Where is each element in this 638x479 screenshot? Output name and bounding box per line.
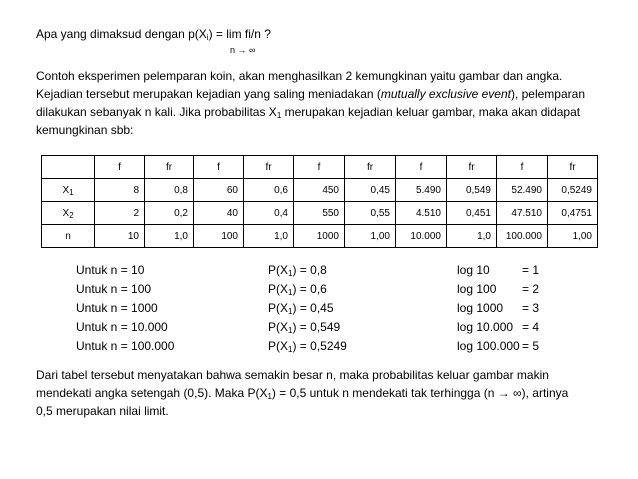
table-row: $X_1$ 8 0,8 60 0,6 450 0,45 5.490 0,549 52.490 0,5249 <box>42 179 598 202</box>
table-header-row: f fr f fr f fr f fr f fr <box>42 156 598 179</box>
log-results-list: = 1 = 2 = 3 = 4 = 5 <box>522 263 540 353</box>
untuk-list: Untuk n = 10 Untuk n = 100 Untuk n = 1000 Untuk n = 10.000 Untuk n = 100.000 <box>76 263 175 353</box>
log-list: log 10 log 100 log 1000 log 10.000 log 100.000 <box>457 263 520 353</box>
frequency-table <box>41 155 598 248</box>
probability-list: $P(X_1) = 0,8$ $P(X_1) = 0,6$ $P(X_1) = 0,45$ $P(X_1) = 0,549$ $P(X_1) = 0,5249$ <box>268 263 347 354</box>
conclusion-paragraph: Dari tabel tersebut menyatakan bahwa semakin besar n, maka probabilitas keluar gambar makin mendekati angka setengah (0,5). Maka $P(X_1) = 0,5$ untuk n mendekati tak terhingga (n → ∞), artinya 0,5 merupakan nilai limit. <box>36 368 569 418</box>
intro-paragraph: Contoh eksperimen pelemparan koin, akan menghasilkan 2 kemungkinan yaitu gambar dan angka. Kejadian tersebut merupakan kejadian yang saling meniadakan (mutually exclusive event), pelemparan dilakukan sebanyak n kali. Jika probabilitas $X_1$ merupakan kejadian keluar gambar, maka akan didapat kemungkinan sbb: <box>36 69 585 137</box>
table-row: n 10 1,0 100 1,0 1000 1,00 10.000 1,0 100.000 1,00 <box>42 225 598 248</box>
table-row: $X_2$ 2 0,2 40 0,4 550 0,55 4.510 0,451 47.510 0,4751 <box>42 202 598 225</box>
limit-subscript: n → ∞ <box>230 45 256 55</box>
question-line: Apa yang dimaksud dengan $p(X_i) = \lim fi/n$ ? <box>36 27 271 42</box>
